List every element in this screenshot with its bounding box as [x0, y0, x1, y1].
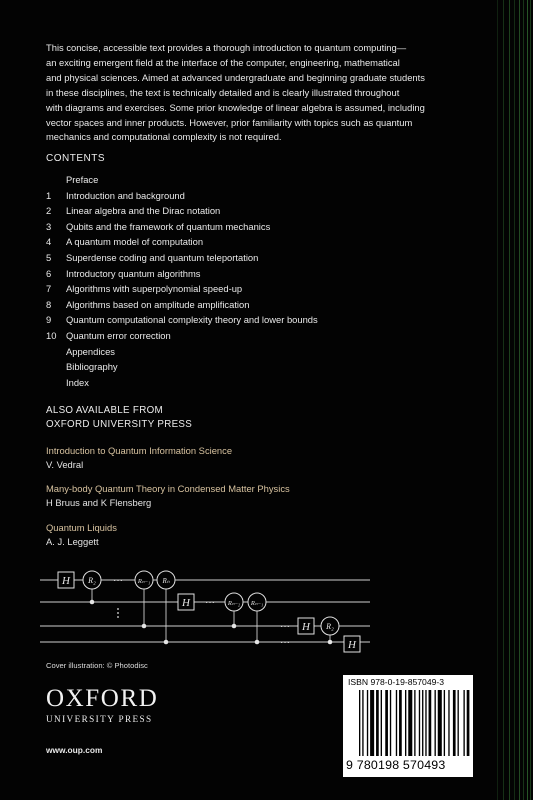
related-book	[46, 482, 290, 509]
stripe-line	[530, 0, 531, 800]
toc-item	[46, 375, 318, 391]
toc-item	[46, 250, 318, 266]
gate-label: R₂	[88, 576, 96, 585]
toc-title: Preface	[66, 174, 99, 185]
barcode-bar	[362, 690, 363, 756]
publisher-url: www.oup.com	[46, 745, 103, 755]
toc-title: Introductory quantum algorithms	[66, 267, 201, 279]
contents-heading: CONTENTS	[46, 153, 105, 164]
toc-number	[46, 344, 66, 360]
toc-number: 7	[46, 283, 52, 295]
barcode-bar	[425, 690, 426, 756]
quantum-circuit-illustration	[40, 566, 380, 658]
qubit-wires	[40, 580, 370, 642]
barcode-digits: 9 780198 570493	[346, 758, 446, 772]
toc-title: Bibliography	[66, 361, 118, 373]
toc-item	[46, 344, 318, 360]
toc-title: Appendices	[66, 345, 115, 357]
toc-title: Index	[66, 376, 89, 388]
also-available-heading	[46, 404, 192, 432]
gate-label: H	[62, 575, 70, 587]
gate-label: Rₙ₋₁	[250, 600, 264, 607]
gate-label: H	[302, 621, 310, 633]
toc-number: 1	[46, 189, 52, 201]
gate-label: H	[348, 639, 356, 651]
book-title: Quantum Liquids	[46, 522, 117, 533]
blurb-line: This concise, accessible text provides a thorough introduction to quantum computing—	[46, 42, 407, 53]
toc-item	[46, 281, 318, 297]
gate-label: R₂	[326, 622, 334, 631]
stripe-line	[527, 0, 528, 800]
barcode-bar	[408, 690, 412, 756]
blurb-line: vector spaces and inner products. However, prior familiarity with topics such as quantum	[46, 116, 413, 128]
related-book	[46, 444, 232, 471]
gate-label: Rₙ₋₁	[137, 578, 151, 585]
toc-title: Introduction and background	[66, 189, 185, 201]
ellipsis: ···	[113, 575, 123, 586]
barcode-bar	[359, 690, 360, 756]
book-author: H Bruus and K Flensberg	[46, 496, 152, 508]
logo-wordmark: OXFORD	[46, 685, 159, 712]
cover-credit: Cover illustration: © Photodisc	[46, 661, 148, 670]
gate-labels	[61, 575, 357, 651]
stripe-line	[519, 0, 520, 800]
toc-item	[46, 312, 318, 328]
logo-subtitle: UNIVERSITY PRESS	[46, 714, 153, 724]
stripe-line	[514, 0, 515, 800]
barcode-bar	[438, 690, 442, 756]
barcode-bar	[414, 690, 415, 756]
barcode-panel	[343, 675, 473, 777]
toc-item	[46, 328, 318, 344]
barcode-bar	[367, 690, 368, 756]
stripe-line	[509, 0, 510, 800]
toc-item	[46, 266, 318, 282]
barcode-bar	[399, 690, 402, 756]
also-available-publisher: OXFORD UNIVERSITY PRESS	[46, 419, 193, 431]
book-author: V. Vedral	[46, 458, 84, 470]
gate-label: H	[182, 597, 190, 609]
toc-number: 9	[46, 314, 52, 326]
barcode-bar	[458, 690, 459, 756]
toc-item	[46, 234, 318, 250]
barcode-bar	[376, 690, 379, 756]
barcode-bar	[390, 690, 391, 756]
related-book	[46, 521, 117, 548]
toc-item	[46, 203, 318, 219]
toc-number: 3	[46, 220, 52, 232]
toc-title: Qubits and the framework of quantum mechanics	[66, 220, 271, 232]
vertical-ellipsis	[117, 608, 119, 618]
ellipsis: ···	[280, 621, 290, 632]
gate-label: Rₙ	[162, 577, 170, 585]
stripe-line	[497, 0, 498, 800]
also-available-line: ALSO AVAILABLE FROM	[46, 405, 163, 416]
blurb-line: mechanics and computational complexity is not required.	[46, 131, 282, 143]
blurb-line: with diagrams and exercises. Some prior knowledge of linear algebra is assumed, including	[46, 101, 425, 113]
toc-number: 8	[46, 298, 52, 310]
blurb-line: an exciting emergent field at the interface of the computer, engineering, mathematical	[46, 56, 400, 68]
toc-item	[46, 297, 318, 313]
stripe-line	[523, 0, 524, 800]
barcode-bar	[385, 690, 388, 756]
blurb-line: and physical sciences. Aimed at advanced undergraduate and beginning graduate students	[46, 71, 425, 83]
barcode-bar	[429, 690, 432, 756]
toc-number: 10	[46, 329, 57, 341]
toc-item	[46, 172, 318, 188]
barcode-bar	[396, 690, 397, 756]
barcode-bar	[467, 690, 470, 756]
gate-label: Rₙ₋₂	[227, 600, 241, 607]
stripe-line	[503, 0, 504, 800]
barcode-bar	[405, 690, 406, 756]
barcode-bar	[370, 690, 374, 756]
barcode-bar	[444, 690, 445, 756]
barcode-bar	[463, 690, 464, 756]
isbn-label: ISBN 978-0-19-857049-3	[348, 677, 445, 687]
toc-number: 5	[46, 251, 52, 263]
toc-number	[46, 359, 66, 375]
toc-title: Quantum computational complexity theory and lower bounds	[66, 314, 318, 326]
oxford-logo	[46, 686, 170, 724]
description-blurb	[46, 41, 486, 145]
toc-item	[46, 359, 318, 375]
book-author: A. J. Leggett	[46, 535, 99, 547]
toc-number	[46, 172, 66, 188]
toc-number	[46, 375, 66, 391]
toc-item	[46, 219, 318, 235]
barcode-bar	[381, 690, 382, 756]
ellipsis: ···	[205, 597, 215, 608]
toc-title: Superdense coding and quantum teleportation	[66, 251, 259, 263]
barcode-bar	[419, 690, 420, 756]
barcode-bar	[435, 690, 436, 756]
toc-number: 6	[46, 267, 52, 279]
barcode-bar	[448, 690, 449, 756]
toc-title: Algorithms with superpolynomial speed-up	[66, 283, 243, 295]
toc-title: Quantum error correction	[66, 329, 171, 341]
book-title: Many-body Quantum Theory in Condensed Matter Physics	[46, 483, 290, 494]
blurb-line: in these disciplines, the text is technically detailed and is clearly illustrated throughout	[46, 86, 400, 98]
barcode-bar	[422, 690, 423, 756]
ellipsis: ···	[280, 637, 290, 648]
toc-title: Linear algebra and the Dirac notation	[66, 205, 221, 217]
table-of-contents	[46, 172, 318, 390]
toc-number: 2	[46, 205, 52, 217]
toc-item	[46, 188, 318, 204]
gate-boxes	[58, 571, 360, 652]
barcode-bars	[359, 690, 471, 756]
toc-title: Algorithms based on amplitude amplification	[66, 298, 250, 310]
book-title: Introduction to Quantum Information Science	[46, 445, 233, 456]
toc-number: 4	[46, 236, 52, 248]
toc-title: A quantum model of computation	[66, 236, 204, 248]
barcode-bar	[453, 690, 456, 756]
